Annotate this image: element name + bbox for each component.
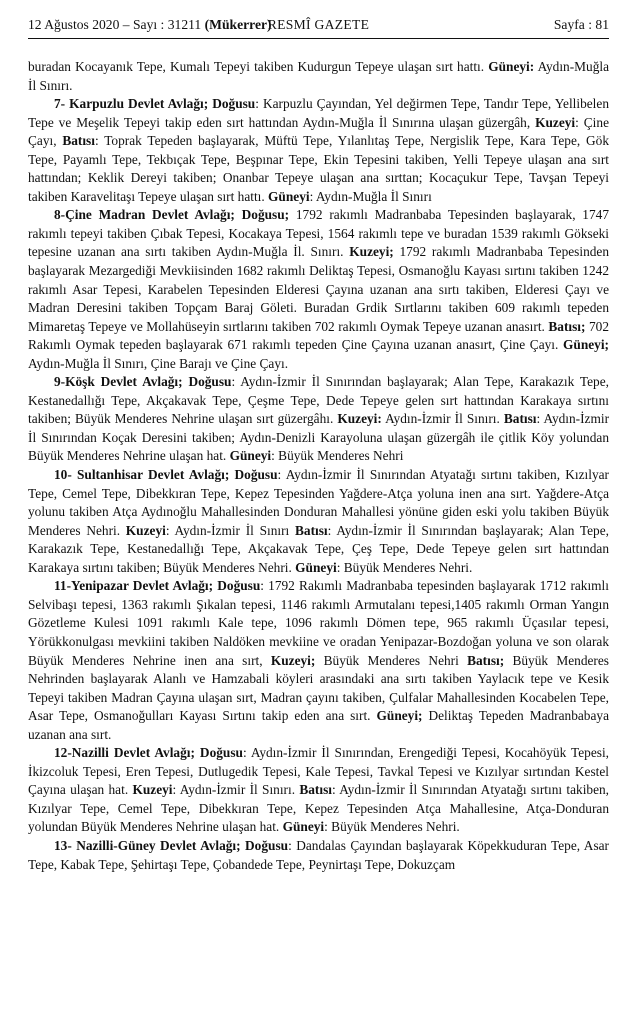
bold-label: 8-Çine Madran Devlet Avlağı; Doğusu; — [54, 207, 290, 223]
bold-label: Kuzeyi — [132, 782, 173, 798]
text-run: : Büyük Menderes Nehri. — [324, 819, 460, 835]
bold-label: Güneyi; — [563, 337, 609, 353]
bold-label: Kuzeyi — [535, 114, 576, 130]
text-run: : Büyük Menderes Nehri — [271, 448, 404, 464]
page-header — [28, 16, 609, 38]
page-number: Sayfa : 81 — [553, 17, 609, 32]
bold-label: Kuzeyi: — [337, 411, 382, 427]
document-body — [28, 58, 609, 874]
bold-label: Batısı — [503, 411, 537, 427]
text-run: : Aydın-İzmir İl Sınırından Atyatağı sırtını takiben, Kızılyar Tepe, Cemel Tepe, Dibekkıran Tepe, Kepez Tepesinden Atça Mahallesine, Atça-Donduran yolundan Büyük Menderes Nehrine ulaşan hat. — [28, 782, 609, 835]
bold-label: 9-Köşk Devlet Avlağı; Doğusu — [54, 374, 232, 390]
text-run: Aydın-Muğla İl Sınırı. — [28, 59, 609, 93]
text-run: buradan Kocayanık Tepe, Kumalı Tepeyi takiben Kudurgun Tepeye ulaşan sırt hattı. — [28, 59, 489, 74]
bold-label: Batısı; — [467, 652, 505, 668]
text-run: : Dandalas Çayından başlayarak Köpekkuduran Tepe, Asar Tepe, Kabak Tepe, Şehirtaşı Tepe, Çobandede Tepe, Peynirtaşı Tepe, Dokuzçam — [28, 837, 609, 872]
text-run: : Büyük Menderes Nehri. — [336, 559, 473, 575]
text-run: Aydın-Muğla İl Sınırı, Çine Barajı ve Çine Çayı. — [28, 355, 289, 371]
text-run: : Aydın-İzmir İl Sınırından başlayarak; Alan Tepe, Karakazık Tepe, Kestanedallığı Tepe, Akçakavak Tepe, Çeş Tepe, Dede Tepeye gelen sırt hattından Karakaya sırtını takiben; Büyük Menderes Nehri. — [28, 522, 609, 575]
text-run: : Aydın-İzmir İl Sınırı. — [172, 782, 300, 798]
bold-label: Batısı — [299, 782, 332, 798]
text-run: Aydın-İzmir İl Sınırı. — [381, 411, 504, 427]
text-run: : 1792 Rakımlı Madranbaba tepesinden başlayarak 1712 rakımlı Selvibaşı tepesi, 1363 rakımlı Şıkalan tepesi, 1146 rakımlı Armutalanı tepesi,1405 rakımlı Orman Yangın Gözetleme Kulesi 1091 rakımlı Kale tepe, 1096 rakımlı Dömen tepe, 965 rakımlı Üçasılar tepesi, Yörükkonulgası mevkiini takiben Naldöken mevkiine ve oradan Yenipazar-Bozdoğan yoluna ve son olarak Büyük Menderes Nehrine inen ana sırt, — [28, 578, 609, 668]
text-run: : Aydın-Muğla İl Sınırı — [309, 188, 432, 204]
paragraph — [28, 373, 609, 466]
paragraph — [28, 466, 609, 577]
text-run: Büyük Menderes Nehri — [315, 652, 468, 668]
text-run: : Karpuzlu Çayından, Yel değirmen Tepe, Tandır Tepe, Yellibelen Tepe ve Meşelik Tepeyi takip eden sırt hattından Aydın-Muğla İl Sınırına ulaşan güzergâh, — [28, 96, 609, 130]
bold-label: Güneyi — [295, 559, 337, 575]
paragraph — [28, 577, 609, 744]
bold-label: Güneyi — [268, 188, 310, 204]
bold-label: 10- Sultanhisar Devlet Avlağı; Doğusu — [54, 467, 278, 483]
text-run: : Aydın-İzmir İl Sınırından Koçak Deresini takiben; Aydın-Denizli Karayoluna ulaşan güzergâh ile çitlik Köy yolundan Büyük Menderes Nehrine ulaşan hat. — [28, 411, 610, 464]
text-run: : Toprak Tepeden başlayarak, Müftü Tepe, Yılanlıtaş Tepe, Nergislik Tepe, Kara Tepe, Gök Tepe, Payamlı Tepe, Tekbıçak Tepe, Beşpınar Tepe, Ekin Tepesini takiben, Yelli Tepeye ulaşan ana sırt hattından; Keklik Dereyi takiben; Onanbar Tepeye ulaşan ana sırttan; Kocaçukur Tepe, Tavşan Tepeyi takiben Karavelitaşı Tepeye ulaşan sırt hattı. — [28, 133, 610, 204]
paragraph — [28, 58, 609, 95]
bold-label: Batısı; — [548, 318, 586, 334]
bold-label: Güneyi — [229, 448, 272, 464]
text-run: 702 Rakımlı Oymak tepeden başlayarak 671 rakımlı tepeden Çine Çayına uzanan anasırt, Çine Çayı. — [28, 318, 609, 353]
bold-label: Güneyi: — [488, 59, 535, 74]
paragraph — [28, 837, 609, 874]
paragraph — [28, 206, 609, 373]
paragraph — [28, 95, 609, 206]
bold-label: 7- Karpuzlu Devlet Avlağı; Doğusu — [54, 96, 256, 112]
bold-label: Kuzeyi — [125, 522, 166, 538]
bold-label: 13- Nazilli-Güney Devlet Avlağı; Doğusu — [54, 837, 289, 853]
header-rule — [28, 38, 609, 39]
text-run: : Aydın-İzmir İl Sınırından Atyatağı sırtını takiben, Kızılyar Tepe, Cemel Tepe, Dibekkıran Tepe, Kepez Tepesinden Yağdere-Atça yoluna inen ana sırt. Yağdere-Atça yolunu takiben Atça Aydınoğlu Mahallesinden Donduran Mahallesi yönüne giden eski yolu takiben Büyük Menderes Nehri. — [28, 467, 609, 538]
gazette-name: RESMÎ GAZETE — [267, 17, 370, 32]
bold-label: Güneyi; — [376, 708, 423, 724]
text-run: Büyük Menderes Nehrinden başlayarak Alanlı ve Hamzabali köyleri arasındaki ana sırtı takiben Yaylacık tepe ve Kesik Tepeyi takiben Madran Çayına ulaşan sırt, Madran çayını takiben, Çulfalar Mahallesinden Kocabelen Tepe, Asar Tepe, Osmanoğulları Kayası Sırtını takip eden ana sırt. — [28, 652, 609, 724]
text-run: : Aydın-İzmir İl Sınırından, Erengediği Tepesi, Kocahöyük Tepesi, İkizcoluk Tepesi, Eren Tepesi, Dutlugedik Tepesi, Kale Tepesi, Tavkal Tepesi ve Kızılyar sırtından Kestel Çayına ulaşan hat. — [28, 745, 609, 798]
bold-label: 11-Yenipazar Devlet Avlağı; Doğusu — [54, 578, 261, 594]
text-run: Deliktaş Tepeden Madranbabaya uzanan ana sırt. — [28, 708, 609, 742]
bold-label: Kuzeyi; — [270, 652, 316, 668]
text-run: 1792 rakımlı Madranbaba Tepesinden başlayarak, 1747 rakımlı tepeyi takiben Çıbak Tepesi, Kocakaya Tepesi, 1564 rakımlı tepe ve buradan 1539 rakımlı Gökseki tepesine uzanan ana sırtı takiben Aydın-Muğla İl. Sınırı. — [28, 207, 609, 260]
paragraph — [28, 744, 609, 837]
bold-label: Kuzeyi; — [349, 244, 394, 260]
text-run: 1792 rakımlı Madranbaba Tepesinden başlayarak Mezargediği Mevkiisinden 1682 rakımlı Deliktaş Tepesi, Osmanoğlu Kayası sırtını takiben 1242 rakımlı Asar Tepesi, Karabelen Tepesinden Elderesi Çayına uzanan ana sırtı takiben, Elderesi Çayı ve Madran Deresini takiben Topçam Baraj Göleti. Buradan Grdik Sırtlarını takiben 609 rakımlı tepeden Mimaretaş Tepeye ve Mollahüseyin sırtlarını takiben 702 rakımlı Oymak Tepeye uzanan anasırt. — [28, 244, 610, 334]
issue-note: (Mükerrer) — [204, 17, 272, 32]
bold-label: 12-Nazilli Devlet Avlağı; Doğusu — [54, 745, 243, 761]
bold-label: Batısı — [62, 133, 95, 149]
text-run: : Aydın-İzmir İl Sınırından başlayarak; Alan Tepe, Karakazık Tepe, Kestanedallığı Tepe, Akçakavak Tepe, Çeşme Tepe, Dede Tepeye gelen sırt hattından Karakaya sırtını takiben; Büyük Menderes Nehrine ulaşan sırt güzergâhı. — [28, 374, 609, 427]
date-issue: 12 Ağustos 2020 – Sayı : 31211 — [28, 17, 202, 32]
text-run: : Çine Çayı, — [28, 114, 609, 149]
bold-label: Batısı — [295, 522, 328, 538]
text-run: : Aydın-İzmir İl Sınırı — [165, 522, 295, 538]
bold-label: Güneyi — [282, 819, 325, 835]
